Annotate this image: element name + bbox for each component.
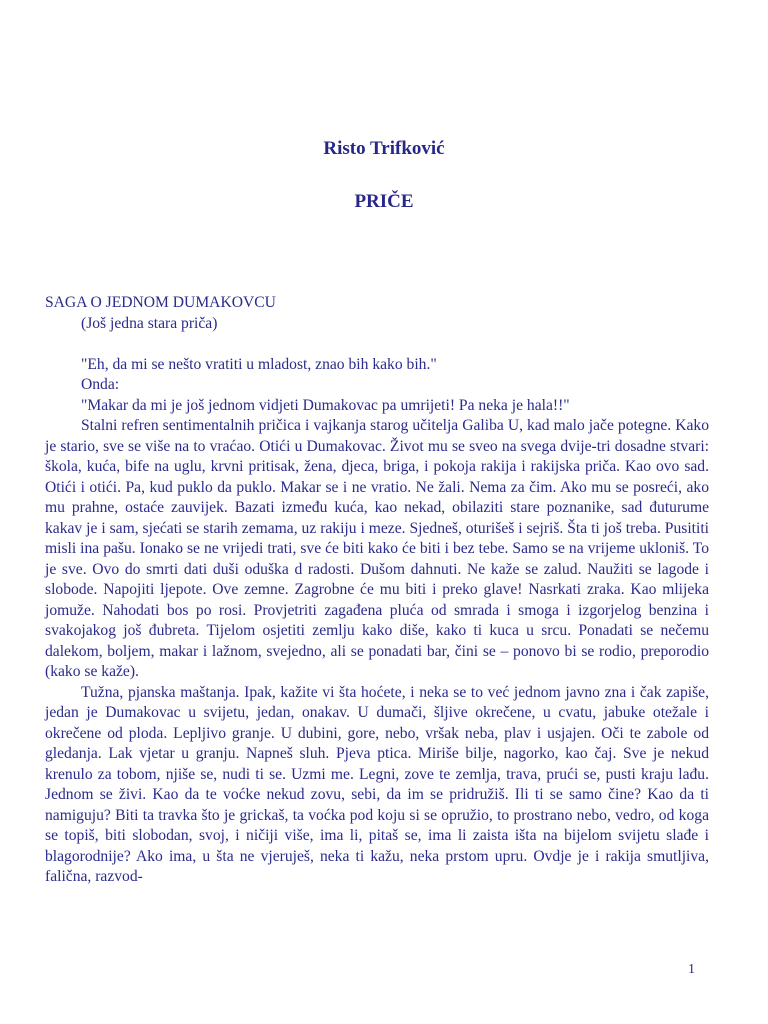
quote-line: "Makar da mi je još jednom vidjeti Dumakovac pa umrijeti! Pa neka je hala!!": [81, 396, 570, 414]
quote-line: "Eh, da mi se nešto vratiti u mladost, znao bih kako bih.": [81, 355, 437, 373]
story-subtitle: (Još jedna stara priča): [81, 314, 218, 332]
story-body: [45, 293, 709, 888]
page-number: 1: [688, 962, 695, 977]
story-title: SAGA O JEDNOM DUMAKOVCU: [45, 294, 276, 311]
paragraph: Tužna, pjanska maštanja. Ipak, kažite vi šta hoćete, i neka se to već jednom javno zna i čak zapiše, jedan je Dumakovac u svijetu, jedan, onakav. U dumači, šljive okrečene, u cvatu, jabuke otežale i okrečene od ploda. Lepljivo granje. U dubini, gore, nebo, vršak neba, plav i usjajen. Oči te zabole od gledanja. Lak vjetar u granju. Napneš sluh. Pjeva ptica. Miriše bilje, nagorko, kao čaj. Sve je nekud krenulo za tobom, njiše se, nudi ti se. Uzmi me. Legni, zove te zemlja, trava, prući se, pusti kraju lađu. Jednom se živi. Kao da te voćke nekud zovu, sebi, da im se pridružiš. Ili ti se samo čine? Kao da ti namiguju? Biti ta travka što je grickaš, ta voćka pod koju si se opružio, to prostrano nebo, vedro, od koga se topiš, biti slobodan, svoj, i ničiji više, ima li, pitaš se, ima li zaista išta na bijelom svijetu slađe i blagorodnije? Ako ima, u šta ne vjeruješ, neka ti kažu, neka prstom upru. Ovdje je i rakija smutljiva, falična, razvod-: [45, 683, 709, 885]
quote-line: Onda:: [81, 376, 120, 393]
book-title: PRIČE: [354, 191, 414, 212]
author-name: Risto Trifković: [323, 138, 445, 159]
paragraph: Stalni refren sentimentalnih pričica i vajkanja starog učitelja Galiba U, kad malo jače potegne. Kako je stario, sve se više na to vraćao. Otići u Dumakovac. Život mu se sveo na svega dvije-tri dosadne stvari: škola, kuća, bife na uglu, krvni pritisak, žena, djeca, briga, i pokoja rakija i rakijska priča. Kao ovo sad. Otići i otići. Pa, kud puklo da puklo. Makar se i ne vratio. Ne žali. Nema za čim. Ako mu se posreći, ako mu prahne, ostaće zauvijek. Bazati između kuća, kao nekad, obilaziti stare poznanike, sad đuturume kakav je i sam, sjećati se starih zemama, uz rakiju i meze. Sjedneš, oturišeš i sejriš. Šta ti još treba. Pusititi misli ina pašu. Ionako se ne vrijedi trati, sve će biti kako će biti i bez tebe. Samo se na vrijeme ukloniš. To je sve. Ovo do smrti dati duši oduška d radosti. Dušom dahnuti. Ne kaže se zalud. Naužiti se lagode i slobode. Napojiti ljepote. Ove zemne. Zagrobne će mu biti i preko glave! Nasrkati zraka. Kao mlijeka jomuže. Nahodati bos po rosi. Provjetriti zagađena pluća od smrada i smoga i izgorjelog benzina i svakojakog još đubreta. Tijelom osjetiti zemlju kako diše, kako ti kuca u srcu. Ponadati se nečemu dalekom, boljem, makar i lažnom, svejedno, ali se ponadati bar, čini se – ponovo bi se rodio, preporodio (kako se kaže).: [45, 417, 709, 680]
